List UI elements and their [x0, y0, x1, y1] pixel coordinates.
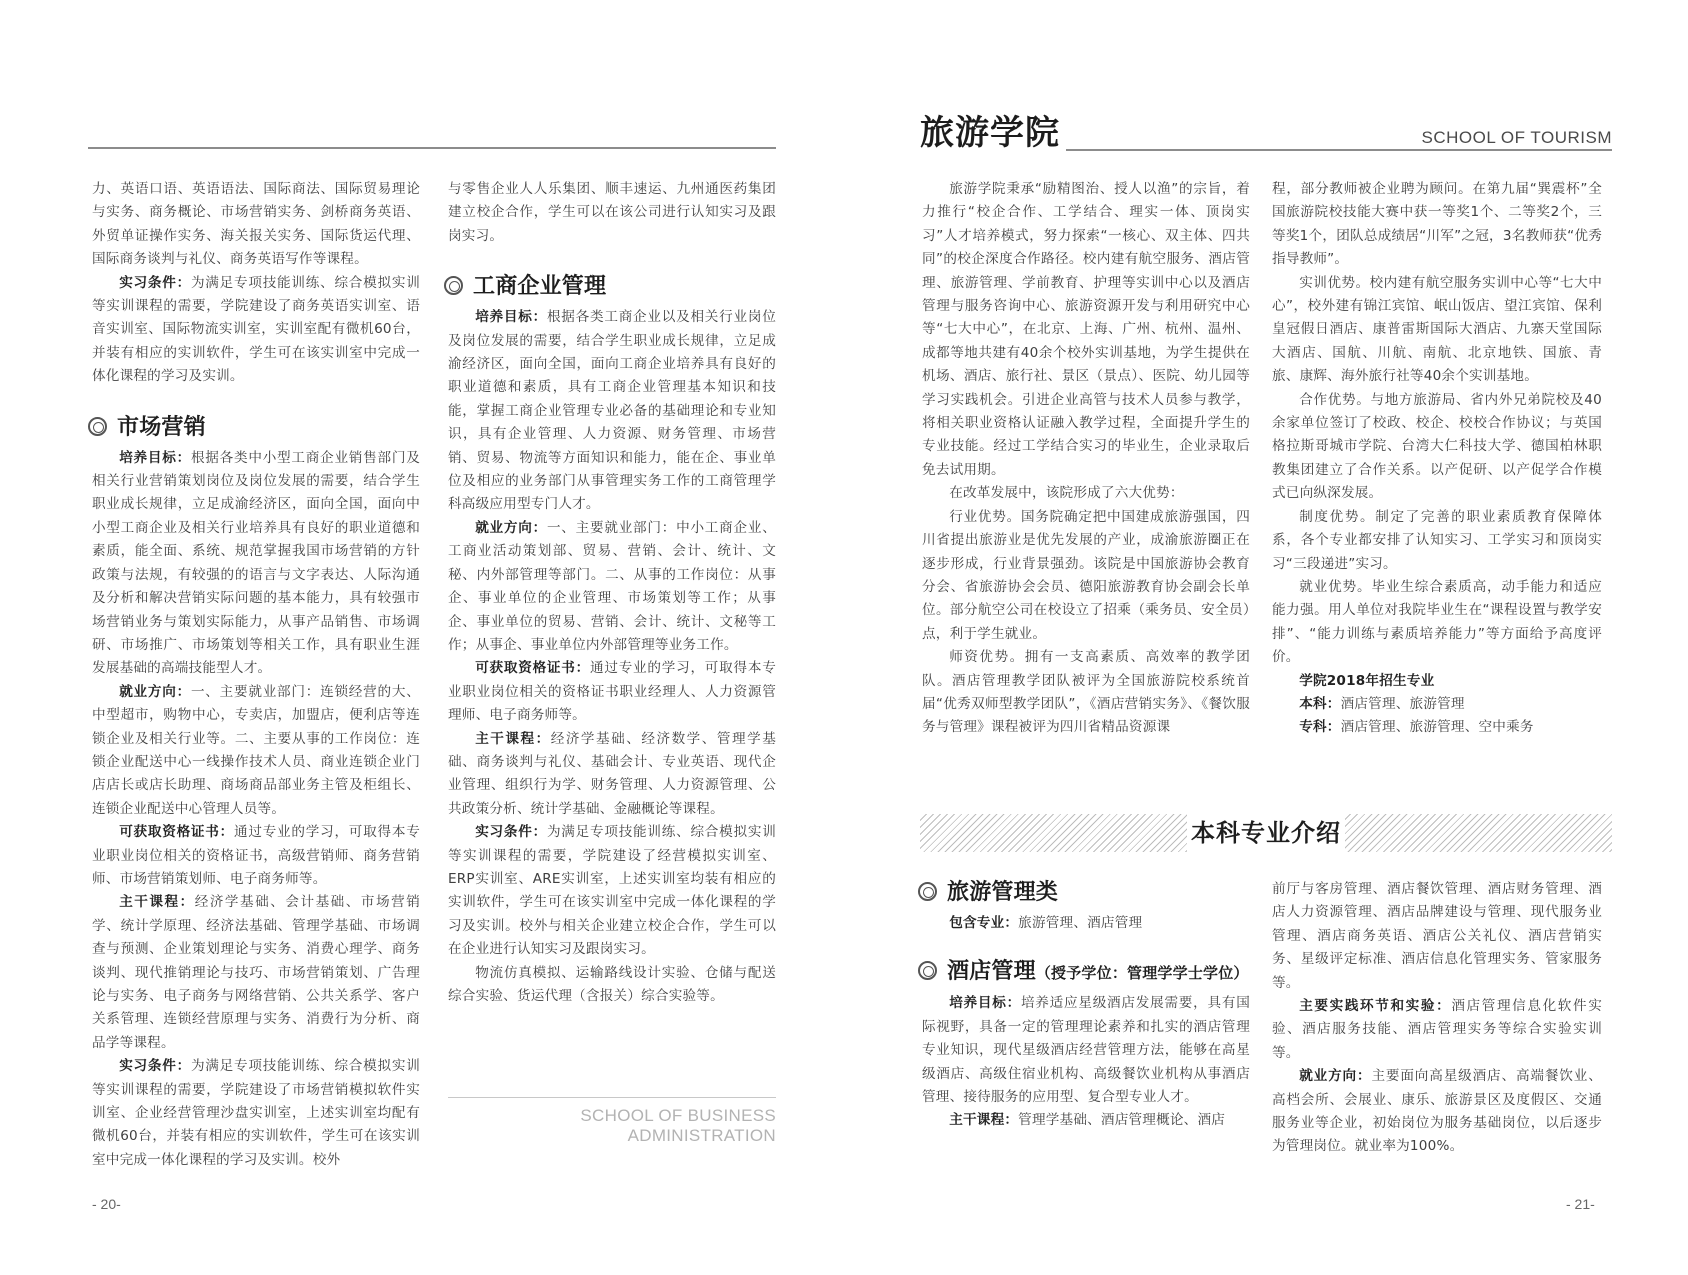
- practice-paragraph: [448, 821, 776, 961]
- goal-label: 培养目标：: [475, 309, 547, 326]
- includes-label: 包含专业：: [949, 915, 1019, 931]
- industry-advantage: 行业优势。国务院确定把中国建成旅游强国，四川省提出旅游业是优先发展的产业，成渝旅游圈正在逐步形成，行业背景强劲。该院是中国旅游协会教育分会、省旅游协会会员、德阳旅游教育协会副会长单位。部分航空公司在校设立了招乘（乘务员、安全员）点，利于学生就业。: [922, 508, 1250, 642]
- practice-text: 为满足专项技能训练、综合模拟实训等实训课程的需要，学院建设了市场营销模拟软件实训室、企业经营管理沙盘实训室，上述实训室均配有微机60台，并装有相应的实训软件，学生可在该实训室中完成一体化课程的学习及实训。校外: [92, 1058, 421, 1168]
- employment-advantage: 就业优势。毕业生综合素质高，动手能力和适应能力强。用人单位对我院毕业生在“课程设置与教学安排”、“能力训练与素质培养能力”等方面给予高度评价。: [1272, 578, 1602, 666]
- cert-paragraph: [92, 821, 420, 891]
- practice-label: 实习条件：: [119, 1058, 191, 1075]
- double-circle-icon: [918, 961, 937, 980]
- courses-continued: 前厅与客房管理、酒店餐饮管理、酒店财务管理、酒店人力资源管理、酒店品牌建设与管理、现代服务业管理、酒店商务英语、酒店公关礼仪、酒店营销实务、星级评定标准、酒店信息化管理实务、管家服务等。: [1272, 881, 1602, 991]
- courses-label: 主干课程：: [949, 1112, 1019, 1129]
- page-header: [920, 108, 1612, 158]
- faculty-advantage: 师资优势。拥有一支高素质、高效率的教学团队。酒店管理教学团队被评为全国旅游院校系统首届“优秀双师型教学团队”，《酒店营销实务》、《餐饮服务与管理》课程被评为四川省精品资源课: [922, 649, 1250, 736]
- college-label: 专科：: [1299, 719, 1341, 736]
- courses-text: 管理学基础、酒店管理概论、酒店: [1018, 1112, 1226, 1129]
- footer-school-name: [580, 1106, 776, 1146]
- section-title-text: 市场营销: [117, 414, 206, 440]
- section-title-text: 旅游管理类: [947, 880, 1059, 905]
- right-column-4: [1272, 878, 1602, 1159]
- enroll-title: [1272, 670, 1602, 693]
- college-text: 酒店管理、旅游管理、空中乘务: [1340, 719, 1534, 736]
- section-title-hotel: [918, 955, 1250, 990]
- practice-paragraph: [1272, 995, 1602, 1065]
- includes-paragraph: [922, 912, 1250, 935]
- employment-text: 主要面向高星级酒店、高端餐饮业、高档会所、会展业、康乐、旅游景区及度假区、交通服务业等企业，初始岗位为服务基础岗位，以后逐步为管理岗位。就业率为100%。: [1272, 1068, 1603, 1155]
- extra-paragraph: 物流仿真模拟、运输路线设计实验、仓储与配送综合实验、货运代理（含报关）综合实验等。: [448, 964, 776, 1004]
- goal-paragraph: [922, 992, 1250, 1109]
- enroll-title-text: 学院2018年招生专业: [1299, 672, 1435, 689]
- double-circle-icon: [88, 417, 107, 436]
- right-column-2: [1272, 178, 1602, 740]
- degree-note: （授予学位：管理学学士学位）: [1035, 964, 1249, 983]
- double-circle-icon: [444, 276, 463, 295]
- cert-text: 通过专业的学习，可取得本专业职业岗位相关的资格证书，高级营销师、商务营销师、市场营销策划师、电子商务师等。: [92, 824, 420, 887]
- courses-label: 主干课程：: [119, 894, 195, 911]
- goal-label: 培养目标：: [119, 449, 191, 466]
- section-title-text: 酒店管理: [947, 959, 1036, 985]
- practice-label: 实习条件：: [475, 824, 547, 841]
- faculty-continued: 程，部分教师被企业聘为顾问。在第九届“巽震杯”全国旅游院校技能大赛中获一等奖1个、二等奖2个，三等奖1个，团队总成绩居“川军”之冠，3名教师获“优秀指导教师”。: [1272, 181, 1602, 268]
- cert-paragraph: [448, 657, 776, 727]
- courses-paragraph: [922, 1109, 1250, 1132]
- footer-line-1: SCHOOL OF BUSINESS: [580, 1106, 776, 1125]
- bachelor-majors: [1272, 693, 1602, 716]
- right-column-1: [922, 178, 1250, 740]
- right-column-3: [922, 876, 1250, 1133]
- goal-paragraph: [448, 306, 776, 517]
- employment-paragraph: [92, 681, 420, 821]
- section-banner: [920, 814, 1612, 852]
- cert-text: 通过专业的学习，可取得本专业职业岗位相关的资格证书职业经理人、人力资源管理师、电子商务师等。: [448, 660, 776, 724]
- page-title-en: SCHOOL OF TOURISM: [1421, 128, 1612, 147]
- courses-paragraph: [92, 891, 420, 1055]
- employment-label: 就业方向：: [475, 519, 547, 536]
- goal-label: 培养目标：: [949, 995, 1021, 1012]
- employment-text: 一、主要就业部门：连锁经营的大、中型超市，购物中心，专卖店，加盟店，便利店等连锁企业及相关行业等。二、主要从事的工作岗位：连锁企业配送中心一线操作技术人员、商业连锁企业门店店长或店长助理、商场商品部业务主管及柜组长、连锁企业配送中心管理人员等。: [92, 683, 421, 817]
- cert-label: 可获取资格证书：: [119, 824, 234, 841]
- practice-paragraph: [92, 272, 420, 389]
- goal-paragraph: [92, 447, 420, 681]
- section-title-tourism-category: [918, 876, 1250, 910]
- goal-text: 根据各类中小型工商企业销售部门及相关行业营销策划岗位及岗位发展的需要，结合学生职业成长规律，立足成渝经济区，面向全国，面向中小型工商企业及相关行业培养具有良好的职业道德和素质，能全面、系统、规范掌握我国市场营销的方针政策与法规，有较强的的语言与文字表达、人际沟通及分析和解决营销实际问题的基本能力，具有较强市场营销业务与策划实际能力，从事产品销售、市场调研、市场推广、市场策划等相关工作，具有职业生涯发展基础的高端技能型人才。: [92, 449, 421, 677]
- courses-text: 经济学基础、经济数学、管理学基础、商务谈判与礼仪、基础会计、专业英语、现代企业管理、组织行为学、财务管理、人力资源管理、公共政策分析、统计学基础、金融概论等课程。: [448, 730, 776, 817]
- section-title-business: [444, 270, 776, 304]
- courses-paragraph: [448, 728, 776, 822]
- courses-text: 经济学基础、会计基础、市场营销学、统计学原理、经济法基础、管理学基础、市场调查与预测、企业策划理论与实务、消费心理学、商务谈判、现代推销理论与技巧、市场营销策划、广告理论与实务、电子商务与网络营销、公共关系学、客户关系管理、连锁经营原理与实务、消费行为分析、商品学等课程。: [92, 894, 420, 1051]
- advantages-intro: 在改革发展中，该院形成了六大优势：: [949, 485, 1184, 502]
- double-circle-icon: [918, 882, 937, 901]
- left-column-2: [448, 178, 776, 1008]
- employment-paragraph: [448, 517, 776, 657]
- goal-text: 根据各类工商企业以及相关行业岗位及岗位发展的需要，结合学生职业成长规律，立足成渝经济区，面向全国，面向工商企业培养具有良好的职业道德和素质，具有工商企业管理基本知识和技能，掌握工商企业管理专业必备的基础理论和专业知识，具有企业管理、人力资源、财务管理、市场营销、贸易、物流等方面知识和能力，能在企、事业单位及相应的业务部门从事管理实务工作的工商管理学科高级应用型专门人才。: [448, 309, 777, 513]
- page-number-left: - 20-: [92, 1196, 121, 1212]
- page-title: 旅游学院: [920, 113, 1060, 153]
- bachelor-text: 酒店管理、旅游管理: [1340, 695, 1465, 712]
- practice-label: 主要实践环节和实验：: [1299, 998, 1452, 1015]
- footer-line-2: ADMINISTRATION: [627, 1126, 776, 1145]
- left-column-1: [92, 178, 420, 1172]
- practice-text: 为满足专项技能训练、综合模拟实训等实训课程的需要，学院建设了经营模拟实训室、ERP实训室、ARE实训室，上述实训室均装有相应的实训软件，学生可在该实训室中完成一体化课程的学习及实训。校外与相关企业建立校企合作，学生可以在企业进行认知实习及跟岗实习。: [448, 824, 777, 958]
- employment-label: 就业方向：: [1299, 1068, 1372, 1085]
- header-rule-left: [88, 147, 776, 149]
- employment-text: 一、主要就业部门：中小工商企业、工商业活动策划部、贸易、营销、会计、统计、文秘、内外部管理等部门。二、从事的工作岗位：从事企、事业单位的企业管理、市场策划等工作；从事企、事业单位的贸易、营销、会计、统计、文秘等工作；从事企、事业单位内外部管理等业务工作。: [448, 519, 777, 653]
- courses-label: 主干课程：: [475, 730, 551, 747]
- bachelor-label: 本科：: [1299, 695, 1341, 712]
- continued-paragraph: 与零售企业人人乐集团、顺丰速运、九州通医药集团建立校企合作，学生可以在该公司进行认知实习及跟岗实习。: [448, 181, 776, 244]
- college-majors: [1272, 716, 1602, 739]
- employment-label: 就业方向：: [119, 683, 191, 700]
- header-rule: [1066, 149, 1612, 151]
- section-title-text: 工商企业管理: [473, 274, 607, 300]
- training-advantage: 实训优势。校内建有航空服务实训中心等“七大中心”，校外建有锦江宾馆、岷山饭店、望江宾馆、保利皇冠假日酒店、康普雷斯国际大酒店、九寨天堂国际大酒店、国航、川航、南航、北京地铁、国旅、青旅、康辉、海外旅行社等40余个实训基地。: [1272, 274, 1602, 385]
- system-advantage: 制度优势。制定了完善的职业素质教育保障体系，各个专业都安排了认知实习、工学实习和顶岗实习“三段递进”实习。: [1272, 508, 1602, 572]
- page-number-right: - 21-: [1566, 1196, 1595, 1212]
- includes-text: 旅游管理、酒店管理: [1018, 915, 1143, 931]
- practice-label: 实习条件：: [119, 274, 191, 291]
- cert-label: 可获取资格证书：: [475, 660, 590, 677]
- practice-paragraph: [92, 1055, 420, 1172]
- cooperation-advantage: 合作优势。与地方旅游局、省内外兄弟院校及40余家单位签订了校政、校企、校校合作协议；与英国格拉斯哥城市学院、台湾大仁科技大学、德国柏林职教集团建立了合作关系。以产促研、以产促学合作模式已向纵深发展。: [1272, 391, 1602, 502]
- intro-continued: 力、英语口语、英语语法、国际商法、国际贸易理论与实务、商务概论、市场营销实务、剑桥商务英语、外贸单证操作实务、海关报关实务、国际货运代理、国际商务谈判与礼仪、商务英语写作等课程。: [92, 181, 420, 268]
- employment-paragraph: [1272, 1065, 1602, 1159]
- section-title-marketing: [88, 411, 420, 445]
- footer-rule: [448, 1097, 776, 1098]
- intro-paragraph: 旅游学院秉承“励精图治、授人以渔”的宗旨，着力推行“校企合作、工学结合、理实一体、顶岗实习”人才培养模式，努力探索“一核心、双主体、四共同”的校企深度合作路径。校内建有航空服务、酒店管理、旅游管理、学前教育、护理等实训中心以及酒店管理与服务咨询中心、旅游资源开发与利用研究中心等“七大中心”，在北京、上海、广州、杭州、温州、成都等地共建有40余个校外实训基地，为学生提供在机场、酒店、旅行社、景区（景点）、医院、幼儿园等学习实践机会。引进企业高管与技术人员参与教学，将相关职业资格认证融入教学过程，全面提升学生的专业技能。经过工学结合实习的毕业生，企业录取后免去试用期。: [922, 181, 1250, 478]
- banner-title: 本科专业介绍: [1187, 814, 1345, 852]
- practice-text: 为满足专项技能训练、综合模拟实训等实训课程的需要，学院建设了商务英语实训室、语音实训室、国际物流实训室，实训室配有微机60台，并装有相应的实训软件，学生可在该实训室中完成一体化课程的学习及实训。: [92, 274, 421, 385]
- goal-text: 培养适应星级酒店发展需要，具有国际视野，具备一定的管理理论素养和扎实的酒店管理专业知识，现代星级酒店经营管理方法，能够在高星级酒店、高级住宿业机构、高级餐饮业机构从事酒店管理、接待服务的应用型、复合型专业人才。: [922, 995, 1251, 1106]
- practice-text: 酒店管理信息化软件实验、酒店服务技能、酒店管理实务等综合实验实训等。: [1272, 998, 1603, 1061]
